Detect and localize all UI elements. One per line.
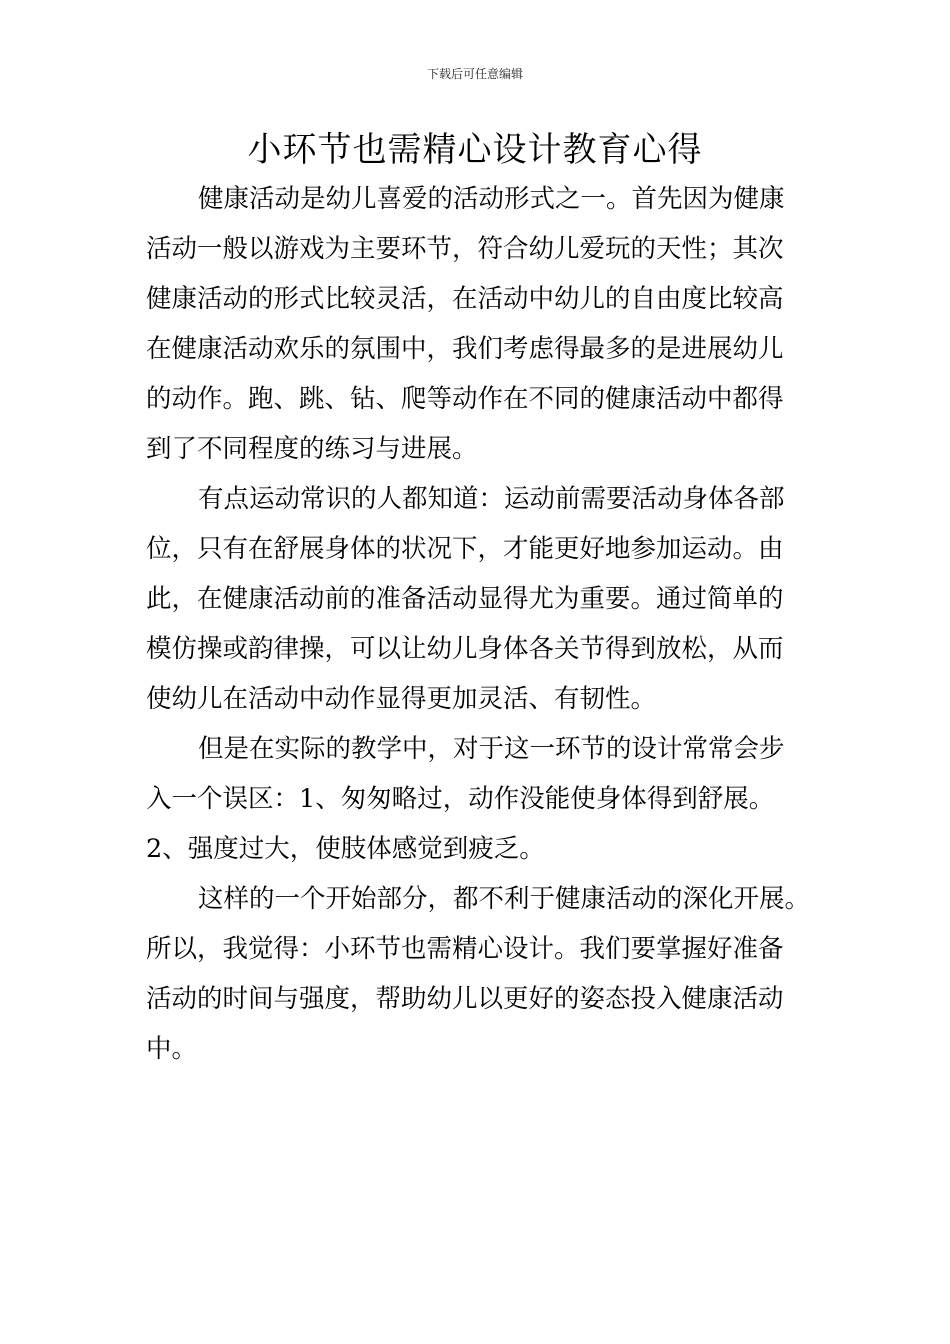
- text-line: 此，在健康活动前的准备活动显得尤为重要。通过简单的: [146, 584, 784, 614]
- text-line: 到了不同程度的练习与进展。: [146, 434, 478, 464]
- header-note: 下载后可任意编辑: [426, 67, 523, 81]
- text-line: 健康活动的形式比较灵活，在活动中幼儿的自由度比较高: [146, 284, 784, 314]
- text-line: 模仿操或韵律操，可以让幼儿身体各关节得到放松，从而: [146, 634, 784, 664]
- text-line: 2、强度过大，使肢体感觉到疲乏。: [146, 834, 545, 864]
- text-line: 所以，我觉得：小环节也需精心设计。我们要掌握好准备: [146, 934, 784, 964]
- text-line: 健康活动是幼儿喜爱的活动形式之一。首先因为健康: [198, 184, 785, 214]
- text-line: 但是在实际的教学中，对于这一环节的设计常常会步: [198, 734, 785, 764]
- text-line: 活动的时间与强度，帮助幼儿以更好的姿态投入健康活动: [146, 984, 784, 1014]
- document-body: [146, 174, 814, 1074]
- text-line: 有点运动常识的人都知道：运动前需要活动身体各部: [198, 484, 785, 514]
- text-line: 活动一般以游戏为主要环节，符合幼儿爱玩的天性；其次: [146, 234, 784, 264]
- paragraph-3: [146, 724, 814, 874]
- text-line: 这样的一个开始部分，都不利于健康活动的深化开展。: [198, 884, 811, 914]
- text-line: 中。: [146, 1034, 198, 1064]
- document-title: 小环节也需精心设计教育心得: [247, 130, 703, 170]
- paragraph-4: [146, 874, 814, 1074]
- text-line: 使幼儿在活动中动作显得更加灵活、有韧性。: [146, 684, 657, 714]
- text-line: 位，只有在舒展身体的状况下，才能更好地参加运动。由: [146, 534, 784, 564]
- text-line: 入一个误区：1、匆匆略过，动作没能使身体得到舒展。: [146, 784, 775, 814]
- paragraph-2: [146, 474, 814, 724]
- paragraph-1: [146, 174, 814, 474]
- text-line: 的动作。跑、跳、钻、爬等动作在不同的健康活动中都得: [146, 384, 784, 414]
- text-line: 在健康活动欢乐的氛围中，我们考虑得最多的是进展幼儿: [146, 334, 784, 364]
